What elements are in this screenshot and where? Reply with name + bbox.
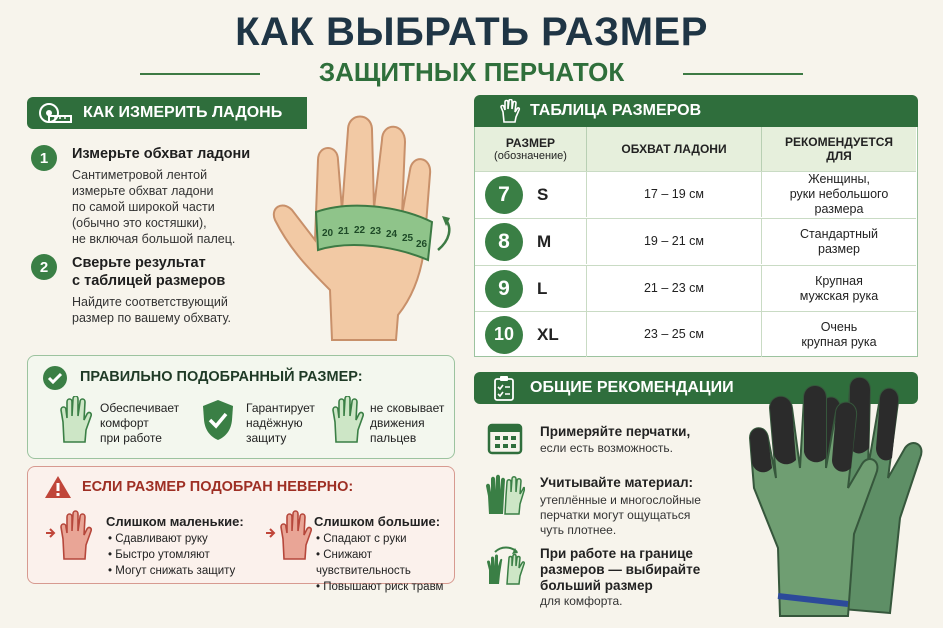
tape-number: 22 (354, 225, 366, 236)
step-1-number: 1 (31, 145, 57, 171)
recommended-value: Крупная мужская рука (799, 273, 879, 303)
clipboard-icon (492, 375, 516, 401)
glove-icon (58, 396, 92, 444)
recommendations-heading-label: ОБЩИЕ РЕКОМЕНДАЦИИ (530, 379, 734, 396)
girth-value: 17 – 19 см (587, 172, 762, 217)
measure-heading-label: КАК ИЗМЕРИТЬ ЛАДОНЬ (83, 104, 283, 121)
table-row (475, 171, 916, 217)
hand-measure-illustration (260, 100, 460, 345)
loose-glove-icon (264, 509, 320, 561)
wrong-size-title: ЕСЛИ РАЗМЕР ПОДОБРАН НЕВЕРНО: (82, 479, 354, 495)
tape-number: 24 (386, 229, 398, 240)
size-letter: XL (537, 325, 559, 344)
table-row (475, 218, 916, 264)
recommended-value: Стандартный размер (800, 226, 878, 256)
recommended-value: Очень крупная рука (801, 319, 877, 349)
tape-number: 25 (402, 233, 414, 244)
gloves-cycle-icon (485, 544, 527, 586)
check-circle-icon (42, 365, 68, 391)
tight-glove-icon (44, 509, 100, 561)
step-2-number: 2 (31, 254, 57, 280)
size-letter: M (537, 232, 552, 251)
tape-number: 26 (416, 239, 428, 250)
column-header-girth: ОБХВАТ ЛАДОНИ (587, 127, 762, 171)
work-gloves-illustration (740, 368, 940, 620)
calendar-icon (487, 421, 523, 455)
page-title: КАК ВЫБРАТЬ РАЗМЕР (235, 10, 708, 54)
tape-number: 20 (322, 228, 334, 239)
sizes-heading (474, 95, 918, 127)
rec-3-text: для комфорта. (540, 594, 623, 608)
rec-1-title: Примеряйте перчатки, (540, 424, 691, 439)
too-big-title: Слишком большие: (314, 514, 441, 529)
step-2-title: Сверьте результат с таблицей размеров (72, 255, 226, 289)
correct-size-title: ПРАВИЛЬНО ПОДОБРАННЫЙ РАЗМЕР: (80, 369, 363, 385)
column-header-recommended: РЕКОМЕНДУЕТСЯ ДЛЯ (784, 135, 894, 163)
sizes-heading-label: ТАБЛИЦА РАЗМЕРОВ (530, 102, 702, 119)
size-number-badge: 10 (485, 316, 523, 354)
glove-icon (330, 396, 364, 444)
good-item-protection: Гарантирует надёжную защиту (246, 401, 315, 445)
too-big-list: • Спадают с руки • Снижают чувствительность • Повышают риск травм (316, 531, 454, 595)
step-1-text: Сантиметровой лентой измерьте обхват ладони по самой широкой части (обычно это костяшки), не включая большой палец. (72, 168, 236, 246)
rec-2-text: утеплённые и многослойные перчатки могут ощущаться чуть плотнее. (540, 493, 701, 537)
warning-icon (44, 474, 72, 500)
page-subtitle: ЗАЩИТНЫХ ПЕРЧАТОК (318, 57, 625, 87)
good-item-comfort: Обеспечивает комфорт при работе (100, 401, 180, 445)
gloves-icon (485, 474, 525, 516)
column-header-size: РАЗМЕР (обозначение) (475, 127, 587, 171)
tape-measure-icon (39, 101, 73, 125)
girth-value: 21 – 23 см (587, 266, 762, 311)
subtitle-block (140, 57, 803, 91)
table-header (475, 127, 916, 171)
subtitle-line-right (683, 73, 803, 75)
tape-number: 23 (370, 226, 382, 237)
tape-number: 21 (338, 226, 350, 237)
recommended-value: Женщины, руки небольшого размера (789, 172, 889, 216)
girth-value: 23 – 25 см (587, 312, 762, 357)
step-1-title: Измерьте обхват ладони (72, 146, 251, 162)
rec-1-text: если есть возможность. (540, 441, 673, 455)
size-number-badge: 8 (485, 223, 523, 261)
too-small-list: • Сдавливают руку • Быстро утомляют • Могут снижать защиту (108, 531, 235, 579)
good-item-movement: не сковывает движения пальцев (370, 401, 445, 445)
size-letter: S (537, 185, 549, 204)
hand-icon (498, 99, 522, 123)
size-letter: L (537, 279, 548, 298)
wrong-size-box (27, 466, 455, 593)
step-2-text: Найдите соответствующий размер по вашему обхвату. (72, 295, 232, 325)
correct-size-box (27, 355, 455, 459)
table-row (475, 265, 916, 311)
arrow-icon (438, 220, 449, 250)
size-number-badge: 7 (485, 176, 523, 214)
rec-2-title: Учитывайте материал: (540, 475, 694, 490)
shield-check-icon (200, 398, 236, 442)
size-table (474, 127, 918, 357)
girth-value: 19 – 21 см (587, 219, 762, 264)
size-number-badge: 9 (485, 270, 523, 308)
too-small-title: Слишком маленькие: (106, 514, 244, 529)
table-row (475, 311, 916, 357)
rec-3-title: При работе на границе размеров — выбирайте больший размер (540, 546, 701, 593)
